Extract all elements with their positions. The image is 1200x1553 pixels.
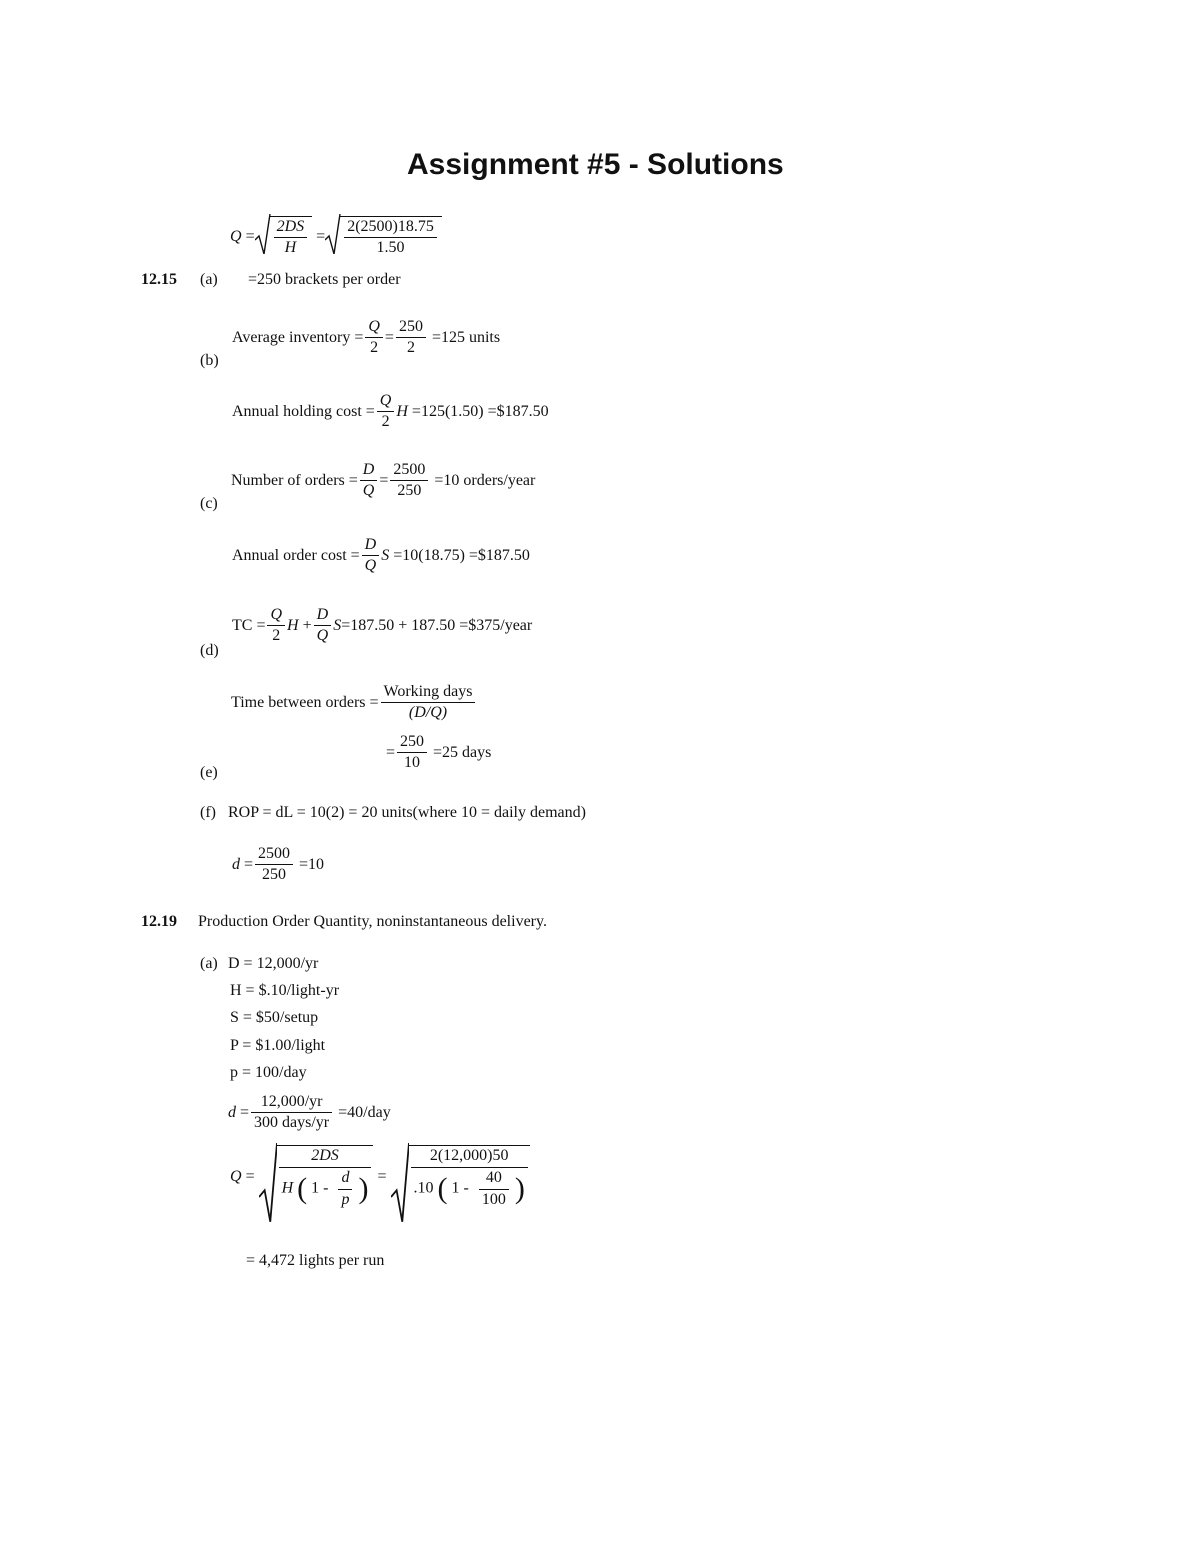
frac-num: Q xyxy=(365,318,383,338)
frac-den: Q xyxy=(364,557,377,575)
total-cost-eq xyxy=(232,606,532,646)
eq-result: =40/day xyxy=(338,1103,391,1121)
eq-var: Q xyxy=(230,1168,242,1186)
eq-result: =10(18.75) =$187.50 xyxy=(393,546,530,564)
eq-var: S xyxy=(333,616,342,634)
frac-num: 2500 xyxy=(390,461,428,481)
eq-var: d xyxy=(228,1103,236,1121)
frac-den: 300 days/yr xyxy=(254,1114,330,1132)
eq-label: TC = xyxy=(232,616,266,634)
eoq-lhs: Q xyxy=(230,227,242,245)
sqrt-4 xyxy=(391,1145,530,1209)
number-of-orders-eq: Number of orders = $\frac{D}{Q}$ = $\frac{2500}{250}$ =10 orders/year xyxy=(231,461,536,500)
frac-num: D xyxy=(314,606,332,626)
frac-den: .10 ( 1 - $\frac{40}{100}$ ) xyxy=(413,1169,525,1208)
frac-num: 40 xyxy=(479,1169,509,1189)
time-between-orders-result: = $\frac{250}{10}$ =25 days xyxy=(386,733,492,772)
part-a-result: =250 brackets per order xyxy=(248,271,401,288)
frac-den: 1.50 xyxy=(376,239,405,257)
eq-result: =125 units xyxy=(431,328,501,346)
eq-term: 1 - xyxy=(311,1179,329,1197)
eq-label: Average inventory = xyxy=(232,328,364,346)
frac-den: Q xyxy=(316,627,329,645)
frac-den: 2 xyxy=(381,413,390,431)
part-a-label: (a) xyxy=(200,955,218,972)
part-f-label: (f) xyxy=(200,804,216,821)
frac-den: H ( 1 - $\frac{d}{p}$ ) xyxy=(281,1169,369,1208)
sqrt-3 xyxy=(259,1145,374,1209)
eq-var: H xyxy=(287,616,299,634)
part-b-label: (b) xyxy=(200,352,219,369)
frac-den: 250 xyxy=(262,866,287,884)
frac-num: d xyxy=(338,1169,352,1189)
frac-num: 2DS xyxy=(274,218,308,238)
daily-demand-eq-1219: d = $\frac{12,000/yr}{\text{300 days/yr}}$ =40/day xyxy=(228,1093,391,1132)
given-p-cost: P = $1.00/light xyxy=(230,1037,326,1054)
time-between-orders-eq xyxy=(231,683,477,723)
frac-den: (D/Q) xyxy=(408,704,448,722)
frac-den: p xyxy=(341,1190,350,1208)
problem-heading: Production Order Quantity, noninstantaneous delivery. xyxy=(198,913,547,930)
eq-term: .10 xyxy=(413,1179,434,1197)
page-title: Assignment #5 - Solutions xyxy=(407,148,784,181)
eq-var: d xyxy=(232,855,240,873)
annual-order-cost-eq xyxy=(232,536,530,576)
annual-holding-cost-eq xyxy=(232,392,549,432)
eq-var: H xyxy=(281,1179,294,1197)
poq-formula: Q = 2DS H ( 1 - $\frac{d}{p}$ ) = 2(12,000)50 .10 ( 1 - $\frac{40}{100}$ ) xyxy=(230,1145,530,1209)
eq-var: H xyxy=(396,402,408,420)
sqrt-1 xyxy=(255,216,313,258)
given-h: H = $.10/light-yr xyxy=(230,982,340,999)
poq-result: = 4,472 lights per run xyxy=(246,1252,385,1269)
frac-den: 100 xyxy=(481,1190,506,1208)
frac-num: Working days xyxy=(381,683,476,703)
given-d: D = 12,000/yr xyxy=(228,955,319,972)
given-s: S = $50/setup xyxy=(230,1009,319,1026)
eq-label: Number of orders = xyxy=(231,471,358,489)
daily-demand-eq: d = $\frac{2500}{250}$ =10 xyxy=(232,845,325,884)
eq-label: Annual holding cost = xyxy=(232,402,375,420)
frac-den: H xyxy=(284,239,297,257)
part-e-label: (e) xyxy=(200,764,218,781)
frac-den: 2 xyxy=(272,627,281,645)
frac-num: 2(12,000)50 xyxy=(411,1147,528,1168)
frac-den: 250 xyxy=(397,482,422,500)
part-c-label: (c) xyxy=(200,495,218,512)
frac-den: 2 xyxy=(370,339,379,357)
given-p-rate: p = 100/day xyxy=(230,1064,307,1081)
frac-num: 2500 xyxy=(255,845,293,865)
frac-num: D xyxy=(362,536,380,556)
reorder-point-eq: ROP = dL = 10(2) = 20 units(where 10 = daily demand) xyxy=(228,804,586,821)
frac-num: 250 xyxy=(397,733,427,753)
frac-den: 2 xyxy=(406,339,415,357)
eq-label: Time between orders = xyxy=(231,693,379,711)
frac-num: 2(2500)18.75 xyxy=(344,218,437,238)
eq-result: =125(1.50) =$187.50 xyxy=(411,402,549,420)
sqrt-2 xyxy=(325,216,442,258)
frac-num: Q xyxy=(377,392,395,412)
frac-den: 10 xyxy=(404,754,421,772)
frac-num: 250 xyxy=(396,318,426,338)
eq-term: 1 - xyxy=(451,1179,469,1197)
eq-result: =10 xyxy=(299,855,325,873)
eq-var: S xyxy=(381,546,390,564)
average-inventory-eq: Average inventory = $\frac{Q}{2}$ = $\frac{250}{2}$ =125 units xyxy=(232,318,501,357)
eq-label: Annual order cost = xyxy=(232,546,360,564)
frac-num: 2DS xyxy=(279,1147,372,1168)
frac-num: D xyxy=(360,461,378,481)
eoq-formula: Q = $\frac{2DS}{H}$ = $\frac{2(2500)18.75}{1.50}$ xyxy=(230,216,442,258)
problem-label-12-15: 12.15 xyxy=(141,271,177,288)
part-d-label: (d) xyxy=(200,642,219,659)
frac-num: Q xyxy=(267,606,285,626)
frac-num: 12,000/yr xyxy=(251,1093,332,1113)
eq-result: =25 days xyxy=(433,743,492,761)
eq-result: =10 orders/year xyxy=(434,471,536,489)
eq-result: =187.50 + 187.50 =$375/year xyxy=(341,616,533,634)
plus-sign: + xyxy=(302,616,312,634)
problem-label-12-19: 12.19 xyxy=(141,913,177,930)
frac-den: Q xyxy=(362,482,375,500)
part-a-label: (a) xyxy=(200,271,218,288)
